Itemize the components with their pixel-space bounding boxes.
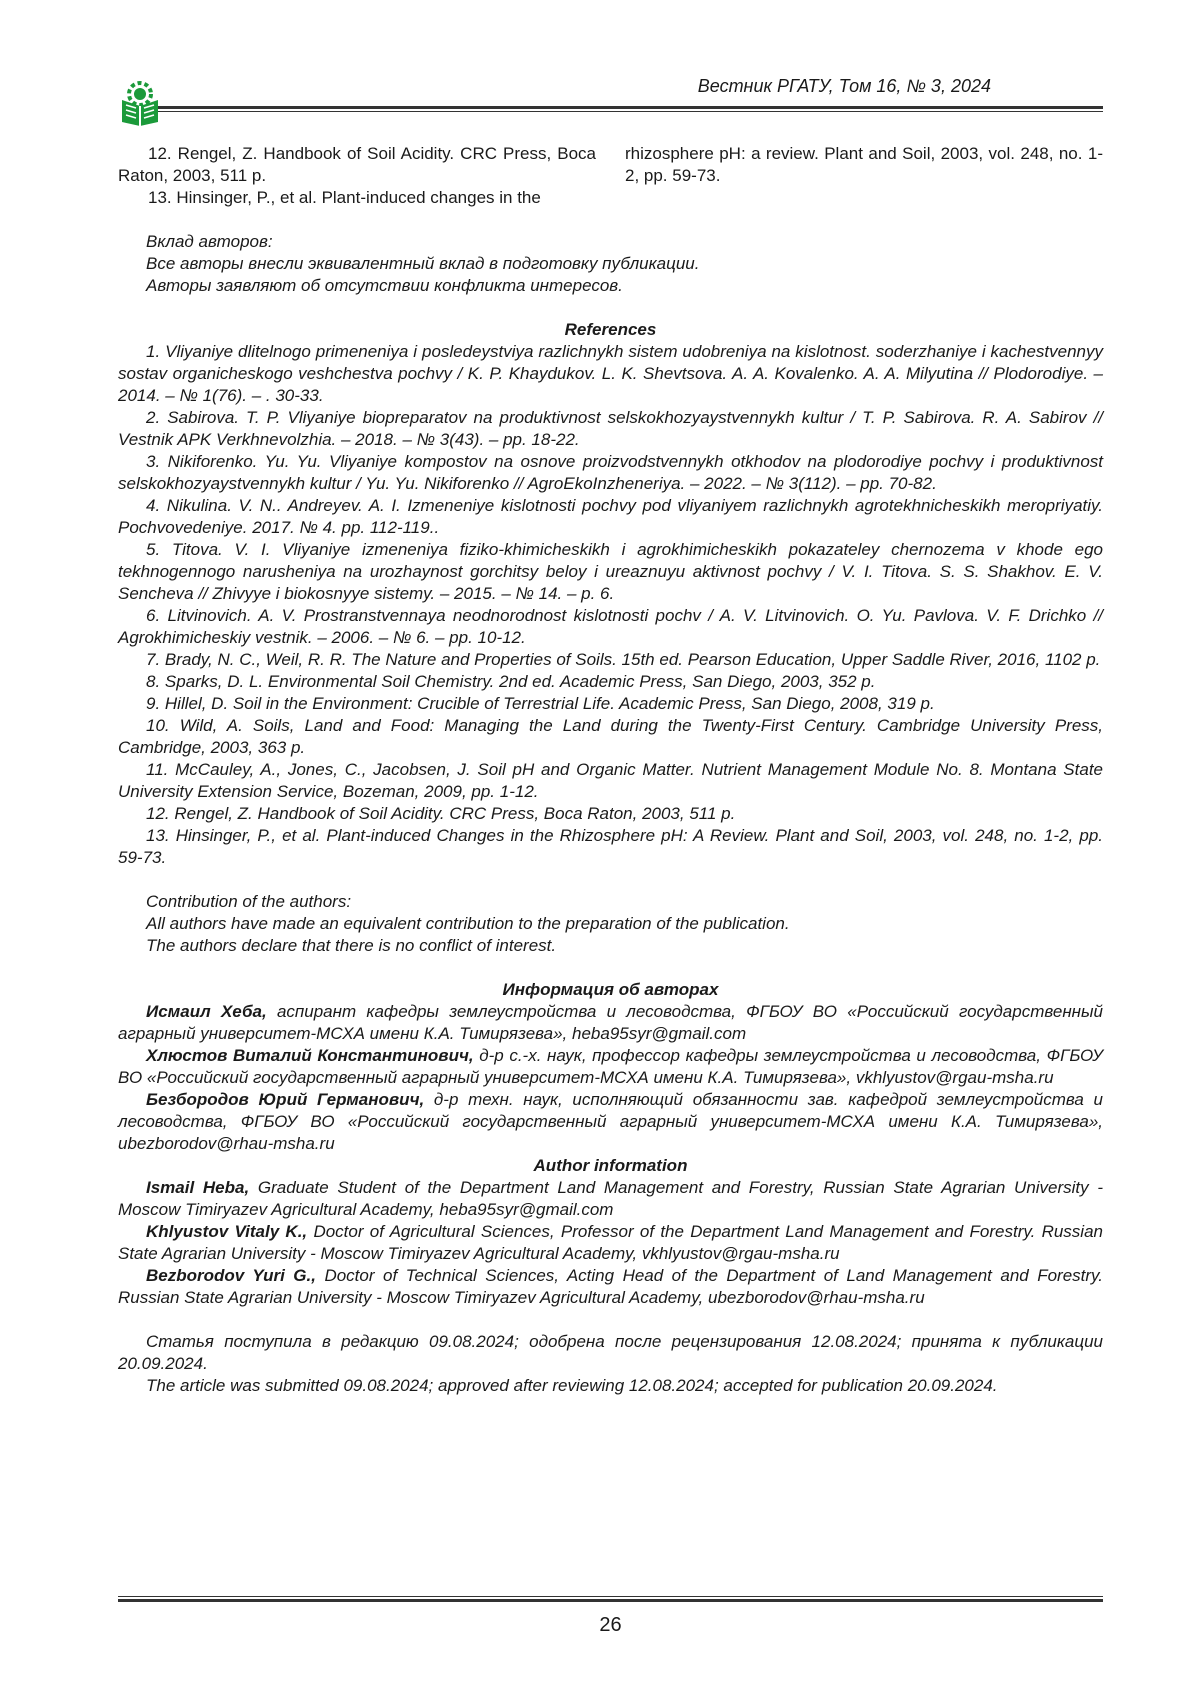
contribution-ru-line: Авторы заявляют об отсутствии конфликта интересов.	[146, 276, 623, 295]
reference-item: 12. Rengel, Z. Handbook of Soil Acidity. CRC Press, Boca Raton, 2003, 511 p.	[146, 804, 736, 823]
reference-item: 2. Sabirova. T. P. Vliyaniye biopreparatov na produktivnost selskokhozyaystvennykh kultur / T. P. Sabirova. R. A. Sabirov // Vestnik APK Verkhnevolzhia. – 2018. – № 3(43). – pp. 18-22.	[118, 408, 1103, 449]
page-number: 26	[599, 1614, 622, 1636]
authors-en-list	[118, 1177, 1103, 1309]
reference-item: 6. Litvinovich. A. V. Prostranstvennaya neodnorodnost kislotnosti pochv / A. V. Litvinovich. O. Yu. Pavlova. V. F. Drichko // Agrokhimicheskiy vestnik. – 2006. – № 6. – pp. 10-12.	[118, 606, 1103, 647]
authors-en-heading: Author information	[533, 1156, 688, 1175]
reference-continuation: rhizosphere pH: a review. Plant and Soil, 2003, vol. 248, no. 1-2, pp. 59-73.	[625, 144, 1103, 185]
reference-item: 8. Sparks, D. L. Environmental Soil Chemistry. 2nd ed. Academic Press, San Diego, 2003, 352 p.	[146, 672, 876, 691]
top-references-columns	[118, 143, 1103, 209]
author-entry	[118, 1001, 1103, 1045]
references-list	[118, 341, 1103, 869]
references-heading: References	[564, 320, 657, 339]
contribution-en-title: Contribution of the authors:	[146, 892, 352, 911]
authors-ru-heading: Информация об авторах	[502, 980, 719, 999]
author-entry	[118, 1265, 1103, 1309]
page-body	[118, 143, 1103, 1397]
reference-item: 3. Nikiforenko. Yu. Yu. Vliyaniye kompostov na osnove proizvodstvennykh otkhodov na plodorodiye pochvy i produktivnost selskokhozyaystvennykh kultur / Yu. Yu. Nikiforenko // AgroEkoInzheneriya. – 2022. – № 3(112). – pp. 70-82.	[118, 452, 1103, 493]
author-entry	[118, 1221, 1103, 1265]
author-details: д-р с.-х. наук, профессор кафедры землеустройства и лесоводства, ФГБОУ ВО «Российский государственный аграрный университет-МСХА имени К.А. Тимирязева», vkhlyustov@rgau-msha.ru	[118, 1046, 1103, 1087]
author-details: Graduate Student of the Department Land Management and Forestry, Russian State Agrarian University - Moscow Timiryazev Agricultural Academy, heba95syr@gmail.com	[118, 1178, 1103, 1219]
left-column	[118, 143, 596, 209]
author-entry	[118, 1045, 1103, 1089]
author-details: аспирант кафедры землеустройства и лесоводства, ФГБОУ ВО «Российский государственный аграрный университет-МСХА имени К.А. Тимирязева», heba95syr@gmail.com	[118, 1002, 1103, 1043]
author-details: Doctor of Technical Sciences, Acting Head of the Department of Land Management and Forestry. Russian State Agrarian University - Moscow Timiryazev Agricultural Academy, ubezborodov@rhau-msha.ru	[118, 1266, 1103, 1307]
author-name: Bezborodov Yuri G.,	[146, 1266, 316, 1285]
dates-ru: Статья поступила в редакцию 09.08.2024; одобрена после рецензирования 12.08.2024; принята к публикации 20.09.2024.	[118, 1332, 1103, 1373]
author-name: Исмаил Хеба,	[146, 1002, 267, 1021]
reference-item: 7. Brady, N. C., Weil, R. R. The Nature and Properties of Soils. 15th ed. Pearson Education, Upper Saddle River, 2016, 1102 p.	[146, 650, 1101, 669]
reference-item: 5. Titova. V. I. Vliyaniye izmeneniya fiziko-khimicheskikh i agrokhimicheskikh pokazateley chernozema v khode ego tekhnogennogo narusheniya na urozhaynost gorchitsy beloy i ureaznuyu aktivnost pochvy / V. I. Titova. S. S. Shakhov. E. V. Sencheva // Zhivyye i biokosnyye sistemy. – 2015. – № 14. – p. 6.	[118, 540, 1103, 603]
reference-item: 4. Nikulina. V. N.. Andreyev. A. I. Izmeneniye kislotnosti pochvy pod vliyaniyem razlichnykh agrotekhnicheskikh meropriyatiy. Pochvovedeniye. 2017. № 4. pp. 112-119..	[118, 496, 1103, 537]
page-header	[118, 76, 1103, 124]
journal-title: Вестник РГАТУ, Том 16, № 3, 2024	[697, 76, 991, 96]
contribution-ru	[118, 231, 1103, 297]
page-footer	[118, 1596, 1103, 1636]
book-gear-logo-icon	[118, 80, 162, 126]
contribution-ru-title: Вклад авторов:	[146, 232, 273, 251]
contribution-en-line: All authors have made an equivalent contribution to the preparation of the publication.	[146, 914, 790, 933]
author-name: Безбородов Юрий Германович,	[146, 1090, 425, 1109]
reference-item: 9. Hillel, D. Soil in the Environment: Crucible of Terrestrial Life. Academic Press, San Diego, 2008, 319 p.	[146, 694, 935, 713]
author-entry	[118, 1089, 1103, 1155]
contribution-en-line: The authors declare that there is no conflict of interest.	[146, 936, 557, 955]
reference-item: 1. Vliyaniye dlitelnogo primeneniya i posledeystviya razlichnykh sistem udobreniya na kislotnost. soderzhaniye i kachestvennyy sostav organicheskogo veshchestva pochvy / K. P. Khaydukov. L. K. Shevtsova. A. A. Kovalenko. A. A. Milyutina // Plodorodiye. – 2014. – № 1(76). – . 30-33.	[118, 342, 1103, 405]
reference-item: 13. Hinsinger, P., et al. Plant-induced changes in the	[148, 188, 541, 207]
header-rule	[158, 106, 1103, 112]
reference-item: 13. Hinsinger, P., et al. Plant-induced Changes in the Rhizosphere pH: A Review. Plant and Soil, 2003, vol. 248, no. 1-2, pp. 59-73.	[118, 826, 1103, 867]
reference-item: 11. McCauley, A., Jones, C., Jacobsen, J. Soil pH and Organic Matter. Nutrient Management Module No. 8. Montana State University Extension Service, Bozeman, 2009, pp. 1-12.	[118, 760, 1103, 801]
contribution-ru-line: Все авторы внесли эквивалентный вклад в подготовку публикации.	[146, 254, 700, 273]
authors-ru-list	[118, 1001, 1103, 1155]
author-name: Ismail Heba,	[146, 1178, 250, 1197]
author-details: д-р техн. наук, исполняющий обязанности зав. кафедрой землеустройства и лесоводства, ФГБОУ ВО «Российский государственный аграрный университет-МСХА имени К.А. Тимирязева», ubezborodov@rhau-msha.ru	[118, 1090, 1103, 1153]
article-dates	[118, 1331, 1103, 1397]
contribution-en	[118, 891, 1103, 957]
author-name: Хлюстов Виталий Константинович,	[146, 1046, 474, 1065]
dates-en: The article was submitted 09.08.2024; approved after reviewing 12.08.2024; accepted for publication 20.09.2024.	[146, 1376, 998, 1395]
reference-item: 10. Wild, A. Soils, Land and Food: Managing the Land during the Twenty-First Century. Cambridge University Press, Cambridge, 2003, 363 p.	[118, 716, 1103, 757]
footer-rule	[118, 1596, 1103, 1597]
author-entry	[118, 1177, 1103, 1221]
author-name: Khlyustov Vitaly K.,	[146, 1222, 308, 1241]
right-column	[625, 143, 1103, 209]
author-details: Doctor of Agricultural Sciences, Professor of the Department Land Management and Forestry. Russian State Agrarian University - Moscow Timiryazev Agricultural Academy, vkhlyustov@rgau-msha.ru	[118, 1222, 1103, 1263]
reference-item: 12. Rengel, Z. Handbook of Soil Acidity. CRC Press, Boca Raton, 2003, 511 p.	[118, 144, 596, 185]
